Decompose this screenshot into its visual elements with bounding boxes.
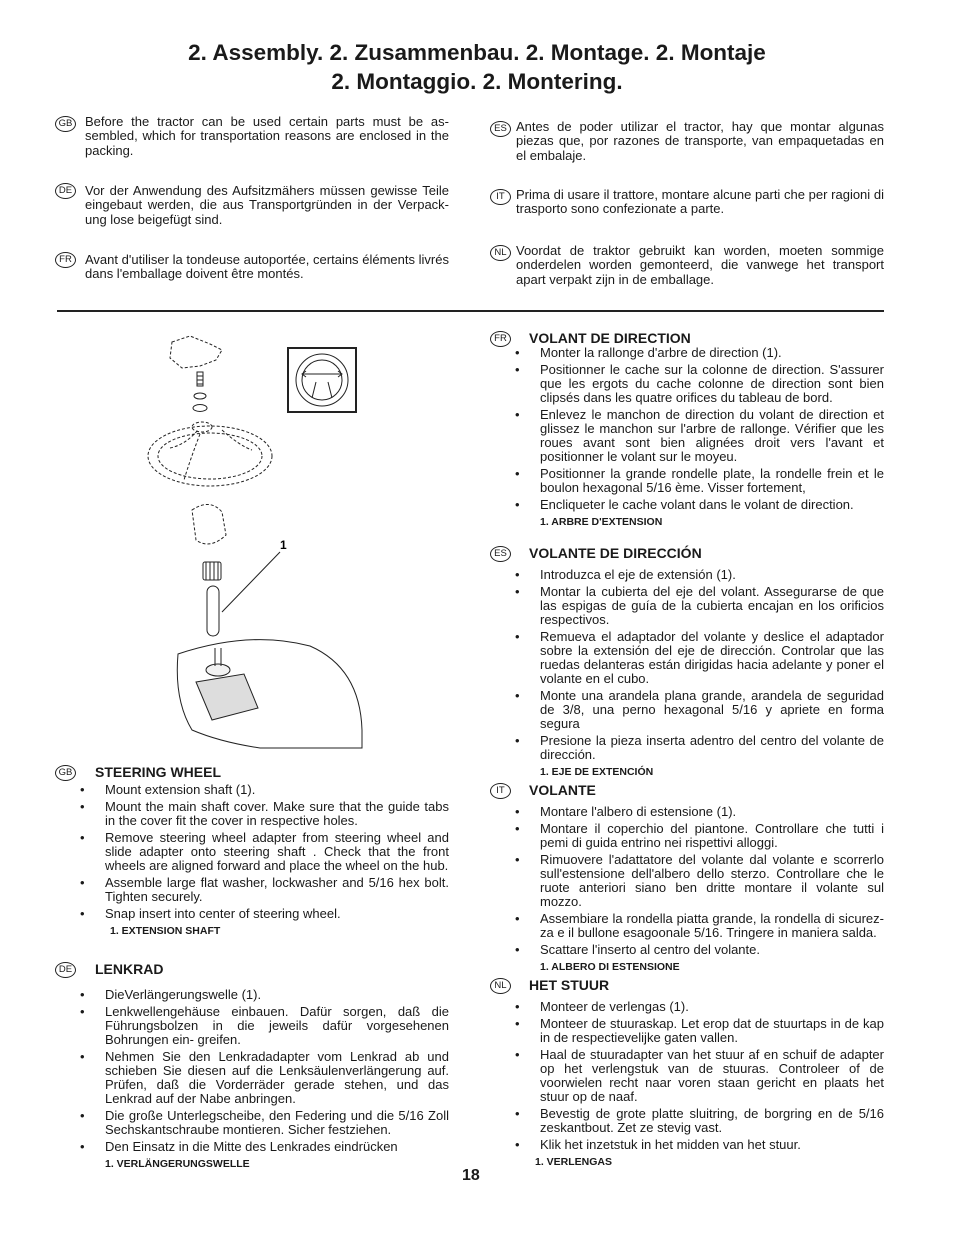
list-item: • DieVerlängerungswelle (1). [80,988,449,1002]
list-item: • Remueva el adaptador del volante y deslice el adaptador sobre la extensión del eje de dirección. Controlar que las ruedas delanteras están dirigidas hacia adelante y poner el volante en el cubo. [515,630,884,686]
list-item: • Rimuovere l'adattatore del volante dal volante e scorrerlo sull'estensione dell'albero dello sterzo. Controllare che le ruote anteriori siano ben dritte montare il volante sul mozzo. [515,853,884,909]
language-badge-es: ES [490,121,511,137]
language-badge-gb: GB [55,116,76,132]
section-gb-steering-wheel [80,764,449,938]
section-nl-het-stuur [515,977,884,1169]
list-item: • Lenkwellengehäuse einbauen. Dafür sorgen, daß die Führungsbolzen in die jeweils dafür vorgesehenen Bohrungen ein- greifen. [80,1005,449,1047]
section-de-lenkrad [80,961,449,1171]
figure-caption-es: 1. EJE DE EXTENCIÓN [540,766,654,778]
section-title-de: LENKRAD [95,961,164,977]
lock-washer [193,393,207,412]
list-item: • Monter la rallonge d'arbre de direction (1). [515,346,884,360]
figure-caption-it: 1. ALBERO DI ESTENSIONE [540,961,680,973]
shaft-cover-body [177,640,362,748]
spline-coupler [203,562,221,580]
figure-caption-gb: 1. EXTENSION SHAFT [110,925,221,937]
language-badge-de-section: DE [55,962,76,978]
section-title-es: VOLANTE DE DIRECCIÓN [529,545,702,561]
steering-adapter [192,504,226,544]
list-item: • Positionner la grande rondelle plate, la rondelle frein et le boulon hexagonal 5/16 ème. Visser fortement, [515,467,884,495]
language-badge-it-section: IT [490,783,511,799]
steering-wheel [148,422,272,486]
list-item: • Introduzca el eje de extensión (1). [515,568,884,582]
list-item: • Montare l'albero di estensione (1). [515,805,884,819]
list-item: • Monteer de stuuraskap. Let erop dat de stuurtaps in de kap in de respectievelijke gaten vallen. [515,1017,884,1045]
page-title [0,38,954,96]
language-badge-gb-section: GB [55,765,76,781]
list-item: • Presione la pieza inserta adentro del centro del volante de dirección. [515,734,884,762]
list-item: • Monte una arandela plana grande, arandela de seguridad de 3/8, una perno hexagonal 5/16 y apriete en forma segura [515,689,884,731]
list-item: • Monteer de verlengas (1). [515,1000,884,1014]
section-title-nl: HET STUUR [529,977,610,993]
instruction-list-it [515,805,884,957]
leader-line [222,552,280,612]
list-item: • Mount extension shaft (1). [80,783,449,797]
language-badge-nl-section: NL [490,978,511,994]
list-item: • Nehmen Sie den Lenkradadapter vom Lenkrad ab und schieben Sie diesen auf die Lenksäulenverlängerung auf. Prüfen, daß die Vorderräder gerade stehen, und das Lenkrad auf der Nabe anbringen. [80,1050,449,1106]
page-number: 18 [462,1167,480,1184]
steering-insert-cap [170,336,222,368]
instruction-list-nl [515,1000,884,1152]
instruction-list-es [515,568,884,762]
list-item: • Assemble large flat washer, lockwasher and 5/16 hex bolt. Tighten securely. [80,876,449,904]
callout-label: 1 [280,538,287,552]
list-item: • Encliqueter le cache volant dans le volant de direction. [515,498,884,512]
intro-es: Antes de poder utilizar el tractor, hay que montar algunas piezas que, por razones de transporte, van empaquetadas en el embalaje. [516,119,884,163]
list-item: • Bevestig de grote platte sluitring, de borgring en de 5/16 zeskantbout. Zet ze stevig vast. [515,1107,884,1135]
section-title-gb: STEERING WHEEL [95,764,222,780]
instruction-list-de [80,988,449,1154]
intro-fr: Avant d'utiliser la tondeuse autoportée, certains éléments livrés dans l'emballage doivent être montés. [85,252,449,282]
intro-gb: Before the tractor can be used certain parts must be assembled, which for transportation reasons are enclosed in the packing. [85,114,449,158]
list-item: • Klik het inzetstuk in het midden van het stuur. [515,1138,884,1152]
section-title-it: VOLANTE [529,782,596,798]
language-badge-de: DE [55,183,76,199]
list-item: • Mount the main shaft cover. Make sure that the guide tabs in the cover fit the cover in respective holes. [80,800,449,828]
instruction-list-gb [80,783,449,921]
hex-bolt [197,372,203,386]
page-title-line-2: 2. Montaggio. 2. Montering. [331,69,623,94]
wheel-orientation-inset [288,348,356,412]
instruction-list-fr [515,346,884,512]
list-item: • Die große Unterlegscheibe, den Federing und die 5/16 Zoll Sechskantschraube montieren. Sicher festziehen. [80,1109,449,1137]
page-title-line-1: 2. Assembly. 2. Zusammenbau. 2. Montage. 2. Montaje [188,40,766,65]
list-item: • Enlevez le manchon de direction du volant de direction et glissez le manchon sur l'arbre de rallonge. Vérifier que les roues avant sont bien alignées droit vers l'avant et positionner le volant sur le moyeu. [515,408,884,464]
list-item: • Den Einsatz in die Mitte des Lenkrades eindrücken [80,1140,449,1154]
intro-it: Prima di usare il trattore, montare alcune parti che per ragioni di trasporto sono confezionate a parte. [516,187,884,217]
language-badge-nl: NL [490,245,511,261]
intro-nl: Voordat de traktor gebruikt kan worden, moeten sommige onderdelen worden gemonteerd, die vanwege het transport apart verpakt zijn in de emballage. [516,243,884,287]
intro-de: Vor der Anwendung des Aufsitzmähers müssen gewisse Teile eingebaut werden, die aus Transportgründen in der Verpack-ung lose beigefügt sind. [85,183,449,227]
list-item: • Positionner le cache sur la colonne de direction. S'assurer que les ergots du cache colonne de direction sont bien clipsés dans les quatre orifices du tableau de bord. [515,363,884,405]
section-title-fr: VOLANT DE DIRECTION [529,330,691,346]
figure-caption-de: 1. VERLÄNGERUNGSWELLE [105,1158,250,1170]
list-item: • Haal de stuuradapter van het stuur af en schuif de adapter op het verlengstuk van de stuuras. Controleer of de voorwielen recht naar voren staan gericht en plaats het stuur op de naaf. [515,1048,884,1104]
section-divider [57,310,884,312]
extension-shaft [207,586,219,636]
list-item: • Montar la cubierta del eje del volant. Assegurarse de que las espigas de guía de la cubierta encajan en los orificios respectivos. [515,585,884,627]
list-item: • Snap insert into center of steering wheel. [80,907,449,921]
figure-caption-nl: 1. VERLENGAS [535,1156,613,1168]
section-it-volante [515,782,884,974]
list-item: • Remove steering wheel adapter from steering wheel and slide adapter onto steering shaft . Check that the front wheels are aligned forward and place the wheel on the hub. [80,831,449,873]
list-item: • Montare il coperchio del piantone. Controllare che tutti i pemi di guida entrino nei rispettivi alloggi. [515,822,884,850]
language-badge-fr-section: FR [490,331,511,347]
list-item: • Scattare l'inserto al centro del volante. [515,943,884,957]
language-badge-es-section: ES [490,546,511,562]
section-es-volante [515,545,884,779]
language-badge-fr: FR [55,252,76,268]
language-badge-it: IT [490,189,511,205]
list-item: • Assembiare la rondella piatta grande, la rondella di sicurezza e il bullone esagoonale 5/16. Tringere in maniera saldа. [515,912,884,940]
figure-caption-fr: 1. ARBRE D'EXTENSION [540,516,663,528]
section-fr-volant [515,330,884,529]
steering-assembly-illustration [140,330,380,750]
